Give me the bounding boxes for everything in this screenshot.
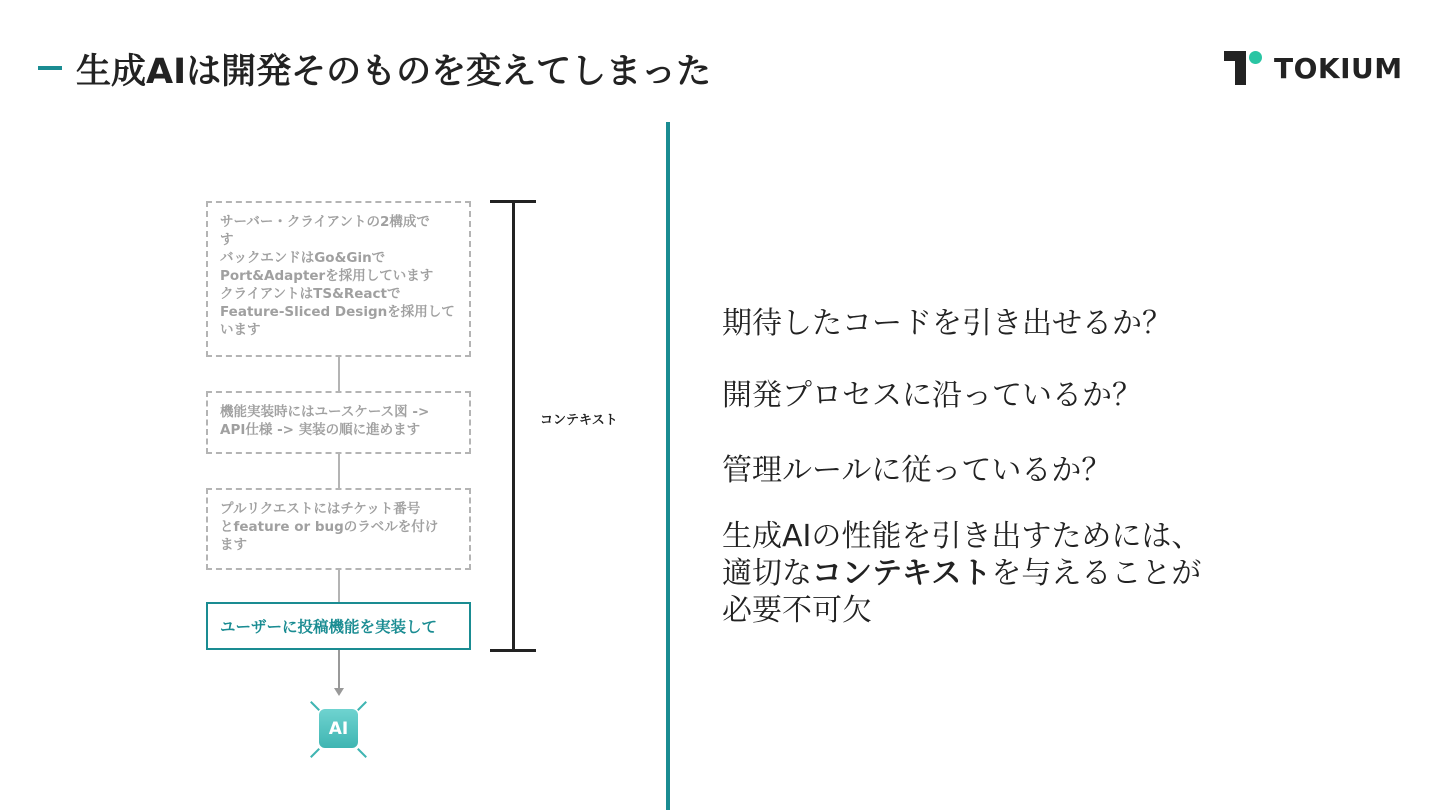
tokium-logo-icon (1224, 50, 1264, 86)
question-code: 期待したコードを引き出せるか？ (722, 306, 1172, 341)
conclusion-text-pre: 適切な (722, 556, 812, 591)
question-rules: 管理ルールに従っているか？ (722, 453, 1112, 488)
box-line: API仕様 -> 実装の順に進めます (220, 422, 421, 438)
box-line: ます (220, 537, 247, 553)
box-line: す (220, 232, 234, 248)
conclusion-line-3: 必要不可欠 (722, 593, 872, 628)
box-line: とfeature or bugのラベルを付け (220, 519, 439, 535)
arrow-line (338, 650, 340, 690)
connector-line (338, 570, 340, 602)
box-line: います (220, 322, 261, 338)
box-line: サーバー・クライアントの2構成で (220, 214, 430, 230)
box-line: Feature-Sliced Designを採用して (220, 304, 455, 320)
sparkle-ray (357, 701, 367, 711)
box-line: クライアントはTS&Reactで (220, 286, 401, 302)
arrow-down-icon (334, 688, 344, 696)
bracket-bottom (490, 649, 536, 652)
sparkle-ray (310, 748, 320, 758)
box-line: プルリクエストにはチケット番号 (220, 501, 421, 517)
context-bracket (512, 201, 515, 651)
title-accent-dash (38, 66, 62, 70)
context-label: コンテキスト (540, 413, 618, 428)
connector-line (338, 357, 340, 391)
conclusion-text (722, 518, 1201, 629)
conclusion-line-2 (722, 555, 1201, 592)
tokium-logo (1224, 50, 1403, 86)
context-box-architecture (206, 201, 471, 357)
sparkle-ray (357, 748, 367, 758)
prompt-box: ユーザーに投稿機能を実装して (206, 602, 471, 650)
logo-text: TOKIUM (1274, 51, 1403, 85)
vertical-divider (666, 122, 670, 810)
connector-line (338, 454, 340, 488)
context-box-rules (206, 488, 471, 570)
conclusion-text-post: を与えることが (991, 556, 1202, 591)
sparkle-ray (310, 701, 320, 711)
box-line: Port&Adapterを採用しています (220, 268, 434, 284)
question-process: 開発プロセスに沿っているか？ (722, 378, 1142, 413)
context-box-process (206, 391, 471, 454)
box-line: バックエンドはGo&Ginで (220, 250, 386, 266)
box-line: 機能実装時にはユースケース図 -> (220, 404, 430, 420)
ai-icon: AI (319, 709, 358, 748)
conclusion-emphasis: コンテキスト (812, 556, 992, 591)
conclusion-line-1: 生成AIの性能を引き出すためには、 (722, 519, 1202, 554)
page-title: 生成AIは開発そのものを変えてしまった (76, 52, 712, 92)
